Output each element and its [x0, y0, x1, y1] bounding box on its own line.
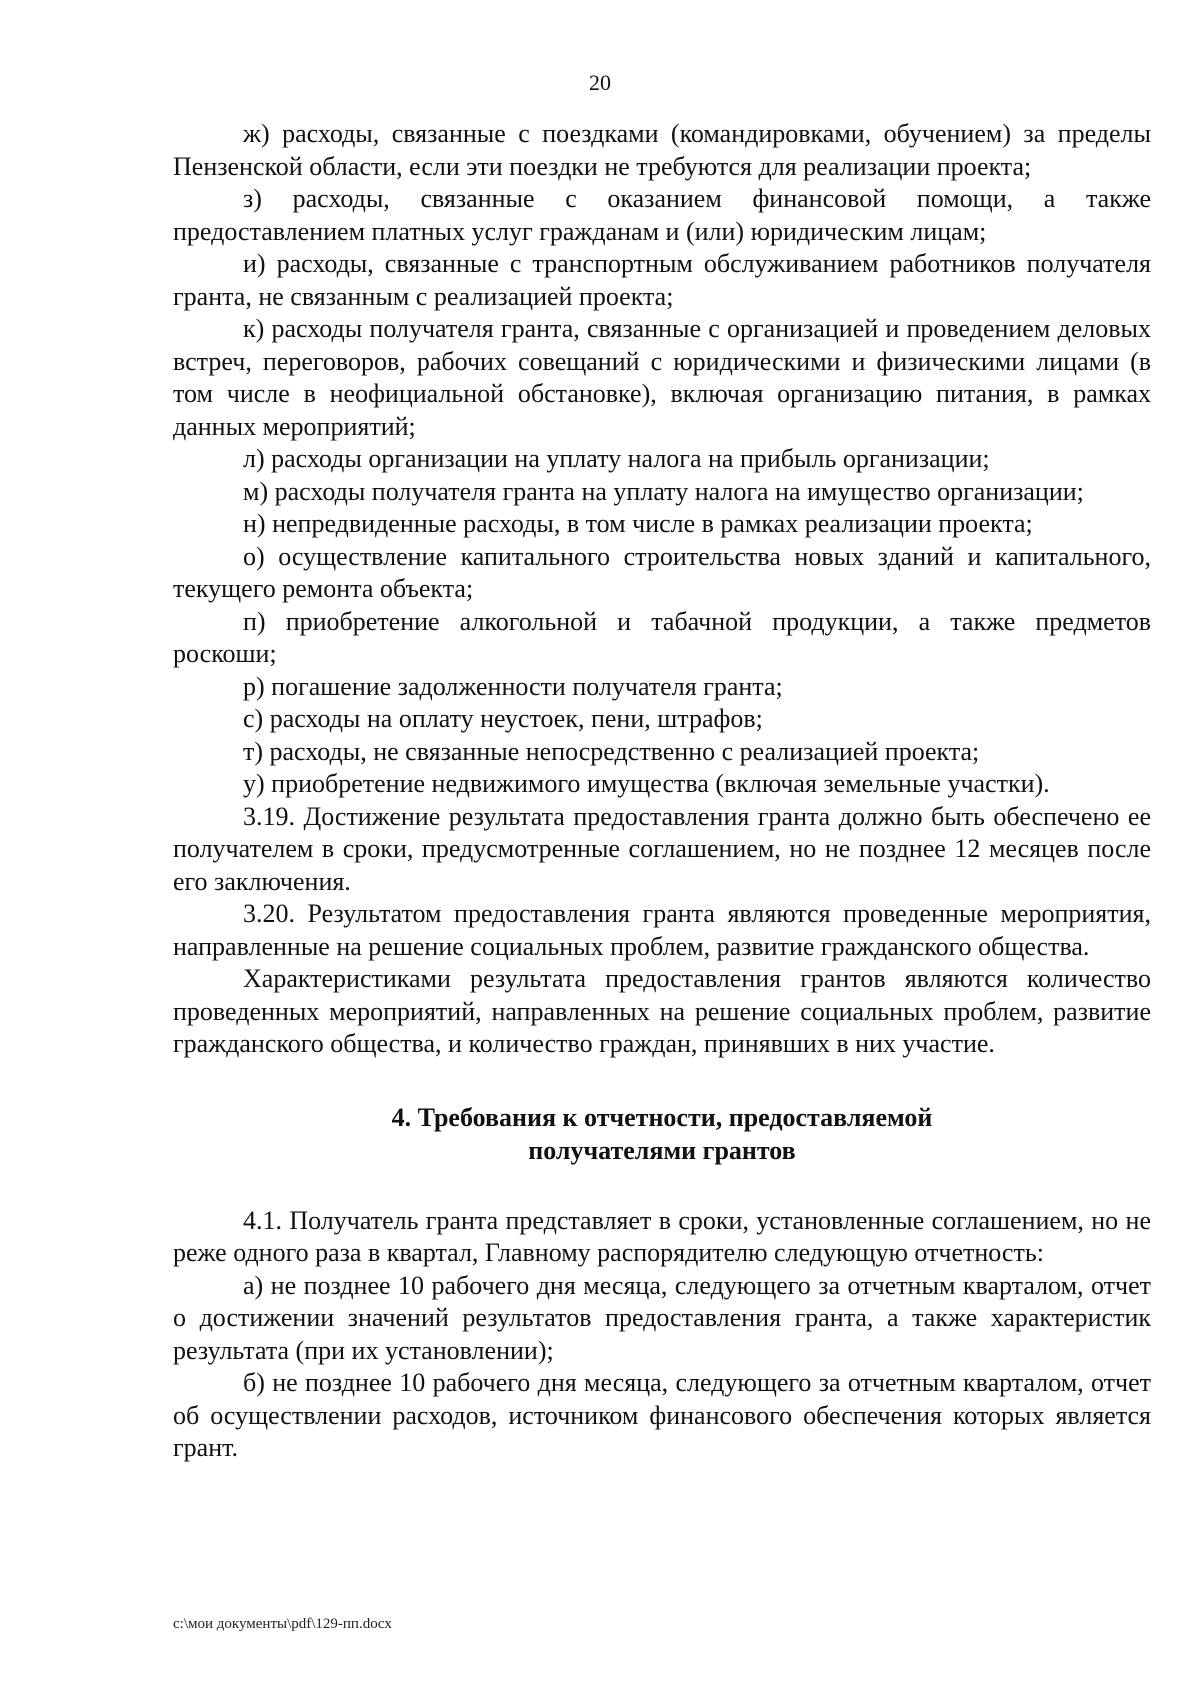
paragraph-s: с) расходы на оплату неустоек, пени, штрафов; — [243, 704, 763, 733]
paragraph-l: л) расходы организации на уплату налога на прибыль организации; — [243, 444, 990, 473]
paragraph-i: и) расходы, связанные с транспортным обслуживанием работников получателя гранта, не связанным с реализацией проекта; — [173, 249, 1151, 311]
paragraph-u: у) приобретение недвижимого имущества (включая земельные участки). — [243, 769, 1050, 798]
paragraph-z: з) расходы, связанные с оказанием финансовой помощи, а также предоставлением платных услуг гражданам и (или) юридическим лицам; — [173, 184, 1151, 246]
section-heading-line-1: 4. Требования к отчетности, предоставляемой — [391, 1102, 933, 1132]
section-heading-line-2: получателями грантов — [528, 1135, 796, 1165]
paragraph-t: т) расходы, не связанные непосредственно с реализацией проекта; — [243, 736, 980, 766]
paragraph-p: п) приобретение алкогольной и табачной продукции, а также предметов роскоши; — [173, 606, 1151, 668]
paragraph-a: а) не позднее 10 рабочего дня месяца, следующего за отчетным кварталом, отчет о достижении значений результатов предоставления гранта, а также характеристик результата (при их установлении); — [173, 1270, 1151, 1365]
paragraph-characteristics: Характеристиками результата предоставления грантов являются количество проведенных мероприятий, направленных на решение социальных проблем, развитие гражданского общества, и количество граждан, принявших в них участие. — [173, 964, 1151, 1058]
page-number: 20 — [589, 70, 611, 95]
paragraph-zh: ж) расходы, связанные с поездками (командировками, обучением) за пределы Пензенской области, если эти поездки не требуются для реализации проекта; — [173, 119, 1151, 181]
footer-file-path: c:\мои документы\pdf\129-пп.docx — [173, 1616, 392, 1632]
paragraph-n: н) непредвиденные расходы, в том числе в рамках реализации проекта; — [243, 509, 1033, 538]
paragraph-3-19: 3.19. Достижение результата предоставления гранта должно быть обеспечено ее получателем в сроки, предусмотренные соглашением, но не позднее 12 месяцев после его заключения. — [173, 801, 1151, 896]
paragraph-r: р) погашение задолженности получателя гранта; — [243, 671, 783, 701]
paragraph-k: к) расходы получателя гранта, связанные с организацией и проведением деловых встреч, переговоров, рабочих совещаний с юридическими и физическими лицами (в том числе в неофициальной обстановке), включая организацию питания, в рамках данных мероприятий; — [173, 314, 1151, 441]
paragraph-3-20: 3.20. Результатом предоставления гранта являются проведенные мероприятия, направленные на решение социальных проблем, развитие гражданского общества. — [173, 899, 1151, 961]
paragraph-o: о) осуществление капитального строительства новых зданий и капитального, текущего ремонта объекта; — [173, 541, 1151, 603]
paragraph-b: б) не позднее 10 рабочего дня месяца, следующего за отчетным кварталом, отчет об осуществлении расходов, источником финансового обеспечения которых является грант. — [173, 1368, 1151, 1462]
document-body — [173, 118, 1151, 1465]
paragraph-4-1: 4.1. Получатель гранта представляет в сроки, установленные соглашением, но не реже одного раза в квартал, Главному распорядителю следующую отчетность: — [173, 1205, 1151, 1267]
section-heading — [173, 1101, 1151, 1167]
paragraph-m: м) расходы получателя гранта на уплату налога на имущество организации; — [243, 476, 1084, 506]
